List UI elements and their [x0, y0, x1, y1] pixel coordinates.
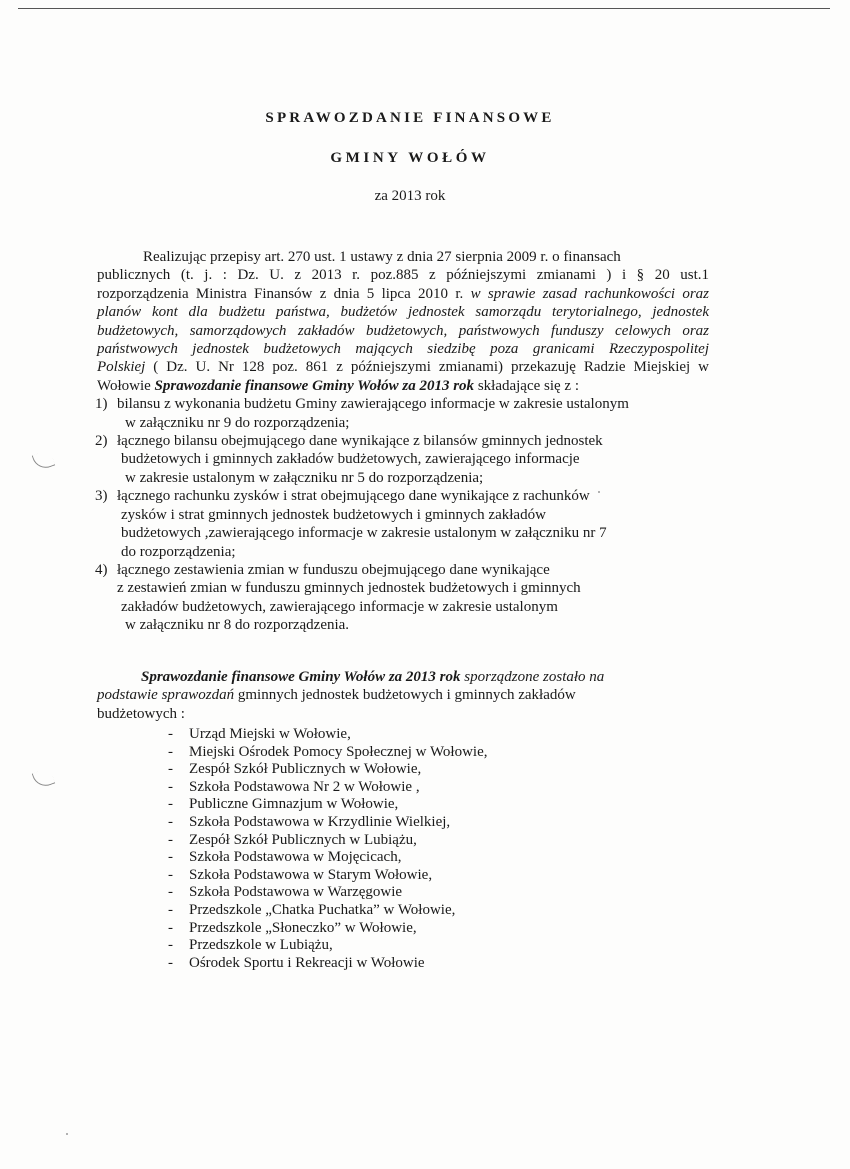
- list-item: [168, 884, 487, 902]
- dash-bullet: -: [168, 849, 173, 866]
- intro-line: [97, 377, 709, 395]
- unit-name: Szkoła Podstawowa w Krzydlinie Wielkiej,: [189, 813, 451, 830]
- punch-hole-mark: [32, 449, 56, 471]
- intro-line: budżetowych, samorządowych zakładów budżetowych, państwowych funduszy celowych oraz: [97, 322, 709, 339]
- sources-line: budżetowych :: [97, 705, 185, 722]
- unit-name: Zespół Szkół Publicznych w Wołowie,: [189, 761, 422, 778]
- unit-name: Zespół Szkół Publicznych w Lubiążu,: [189, 831, 417, 848]
- list-item: [168, 814, 487, 832]
- intro-italic-text: Polskiej: [97, 359, 146, 376]
- list-line: zysków i strat gminnych jednostek budżetowych i gminnych zakładów: [121, 506, 546, 523]
- list-line: w zakresie ustalonym w załączniku nr 5 do rozporządzenia;: [125, 469, 484, 486]
- sources-line: [97, 686, 709, 704]
- intro-paragraph: [97, 248, 709, 635]
- dash-bullet: -: [168, 813, 173, 830]
- sources-italic-text: podstawie sprawozdań: [97, 687, 235, 704]
- list-line: bilansu z wykonania budżetu Gminy zawierającego informacje w zakresie ustalonym: [117, 396, 629, 413]
- intro-line: [97, 285, 709, 303]
- list-item: [168, 726, 487, 744]
- scan-top-edge: [18, 8, 830, 9]
- intro-text: Wołowie: [97, 377, 155, 394]
- document-title: SPRAWOZDANIE FINANSOWE: [265, 110, 555, 126]
- components-list: [97, 395, 709, 634]
- document-subject: GMINY WOŁÓW: [330, 150, 490, 166]
- list-item: [168, 832, 487, 850]
- intro-text: ( Dz. U. Nr 128 poz. 861 z późniejszymi zmianami) przekazuję Radzie Miejskiej w: [145, 359, 709, 376]
- list-number: 2): [95, 433, 108, 450]
- list-line: do rozporządzenia;: [121, 543, 236, 560]
- intro-italic-text: w sprawie zasad rachunkowości oraz: [470, 285, 709, 302]
- dash-bullet: -: [168, 743, 173, 760]
- list-item: [168, 902, 487, 920]
- list-line: łącznego bilansu obejmującego dane wynikające z bilansów gminnych jednostek: [117, 433, 603, 450]
- list-item: [168, 867, 487, 885]
- dash-bullet: -: [168, 901, 173, 918]
- list-item: [97, 487, 709, 561]
- dash-bullet: -: [168, 796, 173, 813]
- scan-speck: [598, 491, 600, 493]
- list-line: z zestawień zmian w funduszu gminnych jednostek budżetowych i gminnych: [117, 580, 581, 597]
- list-line: zakładów budżetowych, zawierającego informacje w zakresie ustalonym: [121, 598, 558, 615]
- list-item: [97, 395, 709, 432]
- list-item: [168, 779, 487, 797]
- intro-line: publicznych (t. j. : Dz. U. z 2013 r. poz.885 z późniejszymi zmianami ) i § 20 ust.1: [97, 267, 709, 284]
- dash-bullet: -: [168, 831, 173, 848]
- intro-line: państwowych jednostek budżetowych mających siedzibę poza granicami Rzeczypospolitej: [97, 341, 709, 358]
- unit-name: Szkoła Podstawowa w Warzęgowie: [189, 884, 403, 901]
- dash-bullet: -: [168, 866, 173, 883]
- report-name-emphasis: Sprawozdanie finansowe Gminy Wołów za 2013 rok: [141, 669, 461, 685]
- list-line: w załączniku nr 8 do rozporządzenia.: [125, 617, 350, 634]
- sources-italic-text: sporządzone zostało na: [460, 669, 605, 685]
- unit-name: Przedszkole „Chatka Puchatka” w Wołowie,: [189, 901, 456, 918]
- dash-bullet: -: [168, 937, 173, 954]
- list-item: [168, 796, 487, 814]
- unit-name: Urząd Miejski w Wołowie,: [189, 726, 351, 742]
- dash-bullet: -: [168, 761, 173, 778]
- sources-paragraph: [97, 668, 709, 723]
- unit-name: Ośrodek Sportu i Rekreacji w Wołowie: [189, 954, 425, 971]
- punch-hole-mark: [32, 767, 56, 789]
- list-number: 1): [95, 396, 108, 413]
- intro-line: planów kont dla budżetu państwa, budżetów jednostek samorządu terytorialnego, jednostek: [97, 304, 709, 321]
- unit-name: Szkoła Podstawowa Nr 2 w Wołowie ,: [189, 778, 420, 795]
- dash-bullet: -: [168, 778, 173, 795]
- intro-line: [97, 358, 709, 376]
- dash-bullet: -: [168, 726, 173, 742]
- unit-name: Przedszkole w Lubiążu,: [189, 937, 333, 954]
- intro-text: rozporządzenia Ministra Finansów z dnia 5 lipca 2010 r.: [97, 285, 471, 302]
- list-number: 3): [95, 488, 108, 505]
- dash-bullet: -: [168, 954, 173, 971]
- list-line: w załączniku nr 9 do rozporządzenia;: [125, 414, 350, 431]
- intro-line: Realizując przepisy art. 270 ust. 1 ustawy z dnia 27 sierpnia 2009 r. o finansach: [143, 249, 621, 265]
- list-item: [168, 920, 487, 938]
- sources-line: [97, 668, 709, 686]
- unit-name: Przedszkole „Słoneczko” w Wołowie,: [189, 919, 417, 936]
- dash-bullet: -: [168, 919, 173, 936]
- list-item: [168, 937, 487, 955]
- report-name-emphasis: Sprawozdanie finansowe Gminy Wołów za 2013 rok: [154, 377, 475, 394]
- unit-name: Szkoła Podstawowa w Mojęcicach,: [189, 849, 402, 866]
- unit-name: Szkoła Podstawowa w Starym Wołowie,: [189, 866, 433, 883]
- list-item: [97, 432, 709, 487]
- intro-text: składające się z :: [474, 377, 580, 394]
- list-line: budżetowych ,zawierającego informacje w zakresie ustalonym w załączniku nr 7: [121, 525, 607, 542]
- sources-text: gminnych jednostek budżetowych i gminnych zakładów: [234, 687, 576, 704]
- list-line: łącznego rachunku zysków i strat obejmującego dane wynikające z rachunków: [117, 488, 590, 505]
- budget-units-list: [168, 726, 487, 972]
- list-item: [97, 561, 709, 635]
- unit-name: Publiczne Gimnazjum w Wołowie,: [189, 796, 399, 813]
- list-item: [168, 849, 487, 867]
- list-item: [168, 761, 487, 779]
- list-line: łącznego zestawienia zmian w funduszu obejmującego dane wynikające: [117, 561, 550, 578]
- list-item: [168, 955, 487, 973]
- scan-speck: [66, 1133, 68, 1135]
- list-number: 4): [95, 561, 108, 578]
- list-item: [168, 744, 487, 762]
- report-year: za 2013 rok: [374, 188, 446, 204]
- list-line: budżetowych i gminnych zakładów budżetowych, zawierającego informacje: [121, 451, 580, 468]
- unit-name: Miejski Ośrodek Pomocy Społecznej w Wołowie,: [189, 743, 488, 760]
- dash-bullet: -: [168, 884, 173, 901]
